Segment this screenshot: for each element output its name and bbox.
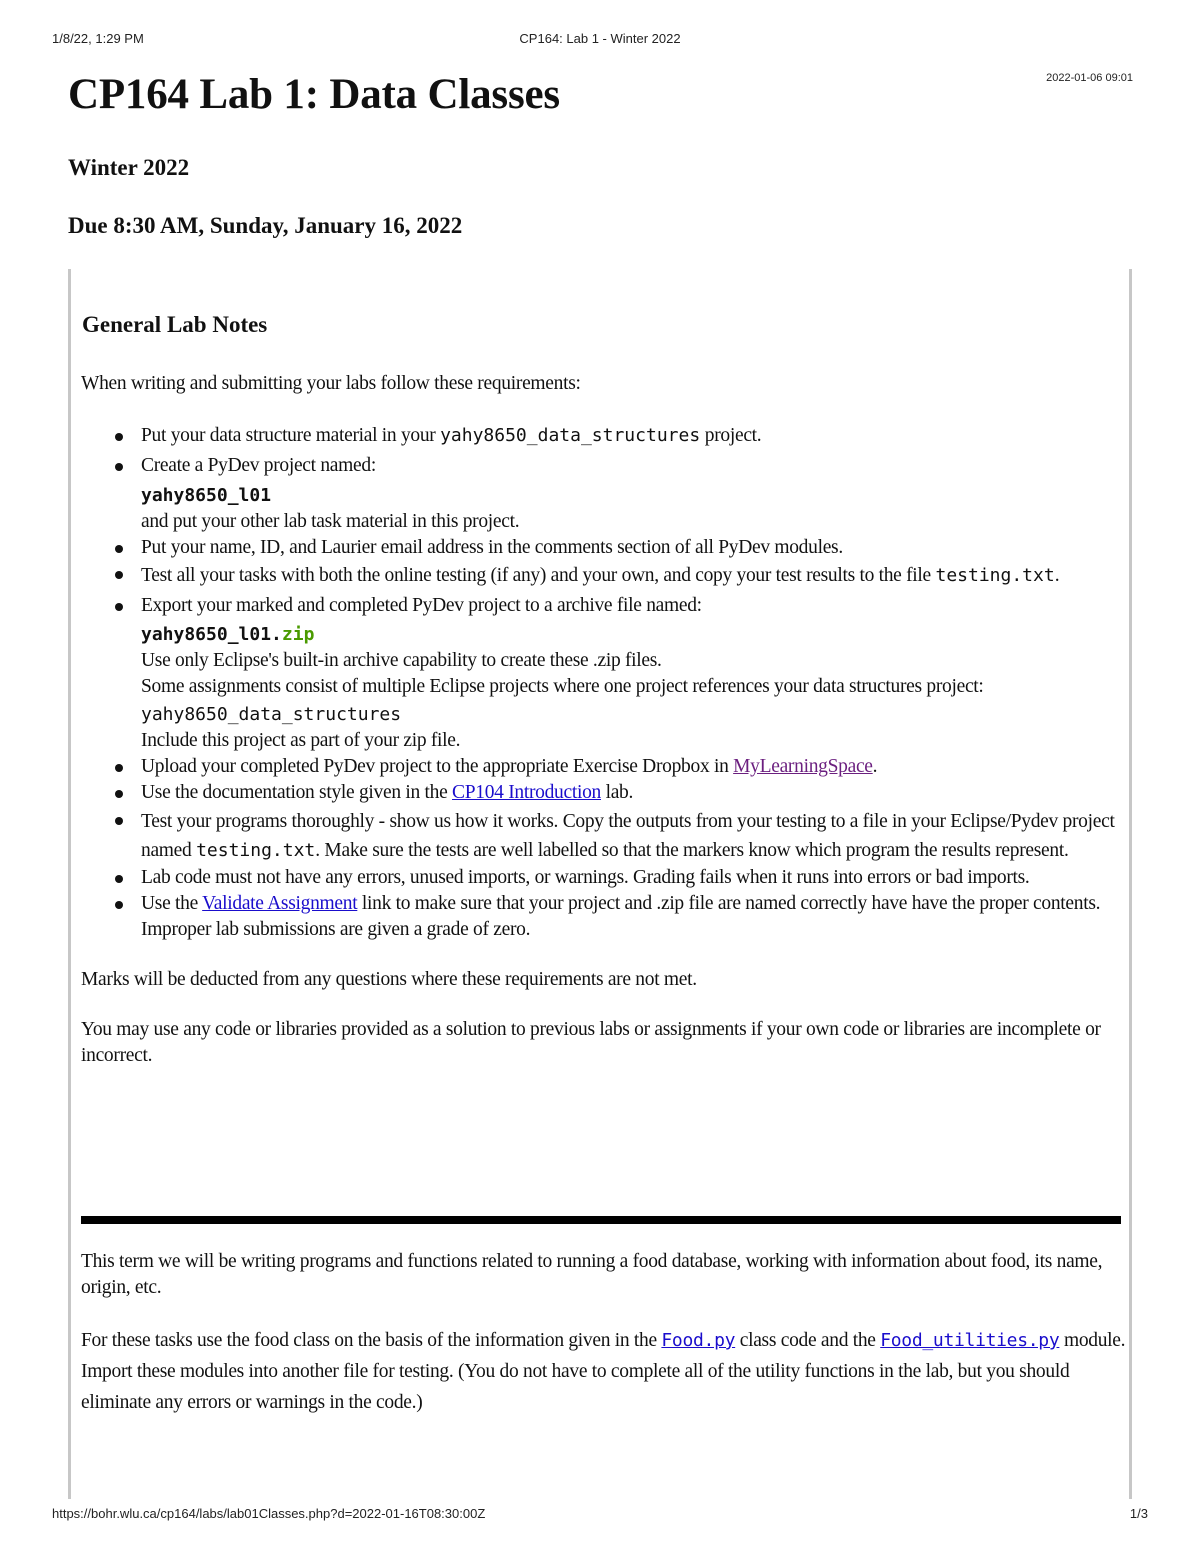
due-date: Due 8:30 AM, Sunday, January 16, 2022 bbox=[68, 213, 463, 238]
list-item: Lab code must not have any errors, unused imports, or warnings. Grading fails when it runs into errors or bad imports. bbox=[81, 865, 1126, 891]
code-project-name: yahy8650_data_structures bbox=[440, 425, 701, 446]
bullet-icon bbox=[115, 764, 123, 772]
bullet-icon bbox=[115, 463, 123, 471]
code-data-structures: yahy8650_data_structures bbox=[141, 704, 402, 725]
food-py-link[interactable]: Food.py bbox=[661, 1330, 736, 1351]
print-datetime: 1/8/22, 1:29 PM bbox=[52, 31, 144, 46]
reuse-note: You may use any code or libraries provided as a solution to previous labs or assignments if your own code or libraries are incomplete or incorrect. bbox=[81, 1019, 1101, 1066]
code-testing-file: testing.txt bbox=[196, 840, 316, 861]
bullet-icon bbox=[115, 901, 123, 909]
timestamp: 2022-01-06 09:01 bbox=[1046, 72, 1133, 84]
bullet-icon bbox=[115, 790, 123, 798]
marks-note: Marks will be deducted from any questions where these requirements are not met. bbox=[81, 969, 697, 990]
print-header bbox=[52, 31, 1148, 46]
requirements-list bbox=[81, 423, 1126, 943]
code-testing-file: testing.txt bbox=[935, 565, 1055, 586]
mylearningspace-link[interactable]: MyLearningSpace bbox=[733, 756, 873, 777]
list-item: Use the Validate Assignment link to make sure that your project and .zip file are named correctly have have the proper contents. Improper lab submissions are given a grade of zero. bbox=[81, 891, 1126, 943]
page-number: 1/3 bbox=[1129, 1506, 1148, 1521]
list-item: Test your programs thoroughly - show us how it works. Copy the outputs from your testing to a file in your Eclipse/Pydev project named testing.txt. Make sure the tests are well labelled so that the markers know which program the results represent. bbox=[81, 807, 1126, 865]
page-title: CP164 Lab 1: Data Classes bbox=[68, 71, 560, 118]
code-lab-project: yahy8650_l01 bbox=[141, 485, 272, 506]
section-divider bbox=[81, 1216, 1121, 1224]
notes-content bbox=[81, 371, 1126, 1069]
cp104-introduction-link[interactable]: CP104 Introduction bbox=[452, 782, 601, 803]
list-item: Create a PyDev project named: yahy8650_l01 and put your other lab task material in this project. bbox=[81, 453, 1126, 535]
validate-assignment-link[interactable]: Validate Assignment bbox=[202, 893, 358, 914]
print-url: https://bohr.wlu.ca/cp164/labs/lab01Classes.php?d=2022-01-16T08:30:00Z bbox=[52, 1506, 486, 1521]
list-item: Test all your tasks with both the online testing (if any) and your own, and copy your test results to the file testing.txt. bbox=[81, 561, 1126, 590]
list-item: Use the documentation style given in the CP104 Introduction lab. bbox=[81, 780, 1126, 806]
bullet-icon bbox=[115, 875, 123, 883]
bullet-icon bbox=[115, 603, 123, 611]
notes-intro: When writing and submitting your labs follow these requirements: bbox=[81, 373, 581, 394]
bullet-icon bbox=[115, 433, 123, 441]
list-item: Upload your completed PyDev project to the appropriate Exercise Dropbox in MyLearningSpace. bbox=[81, 754, 1126, 780]
print-footer bbox=[52, 1506, 1148, 1521]
code-archive-name: yahy8650_l01.zip bbox=[141, 624, 315, 645]
food-utilities-link[interactable]: Food_utilities.py bbox=[880, 1330, 1060, 1351]
bullet-icon bbox=[115, 545, 123, 553]
notes-heading: General Lab Notes bbox=[82, 312, 268, 337]
print-page-title: CP164: Lab 1 - Winter 2022 bbox=[519, 31, 681, 46]
term-label: Winter 2022 bbox=[68, 155, 190, 180]
list-item: Put your name, ID, and Laurier email address in the comments section of all PyDev modules. bbox=[81, 535, 1126, 561]
bullet-icon bbox=[115, 571, 123, 579]
list-item: Put your data structure material in your yahy8650_data_structures project. bbox=[81, 423, 1126, 449]
food-class-paragraph: For these tasks use the food class on the basis of the information given in the Food.py class code and the Food_utilities.py module. Import these modules into another file for testing. (You do not have to complete all of the utility functions in the lab, but you should eliminate any errors or warnings in the code.) bbox=[81, 1330, 1126, 1413]
list-item: Export your marked and completed PyDev project to a archive file named: yahy8650_l01.zip Use only Eclipse's built-in archive capability to create these .zip files. Some assignments consist of multiple Eclipse projects where one project references your data structures project: yahy8650_data_structures Include this project as part of your zip file. bbox=[81, 593, 1126, 754]
intro-paragraph: This term we will be writing programs and functions related to running a food database, working with information about food, its name, origin, etc. bbox=[81, 1251, 1103, 1298]
body-content bbox=[81, 1249, 1126, 1418]
bullet-icon bbox=[115, 817, 123, 825]
